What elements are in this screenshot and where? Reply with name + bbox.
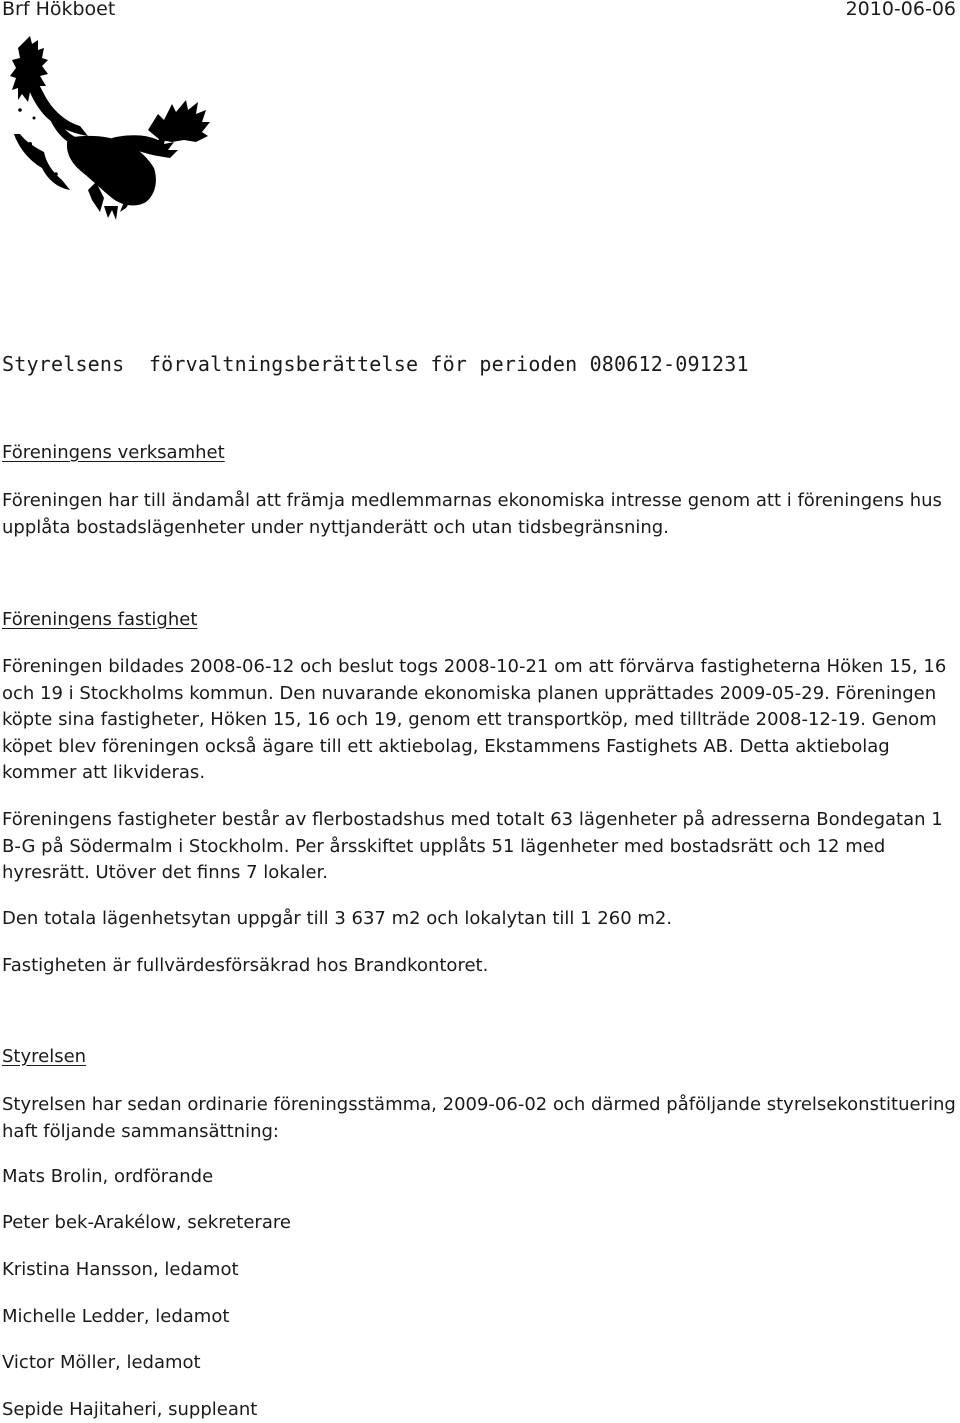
page-title: Styrelsens förvaltningsberättelse för perioden 080612-091231 — [2, 352, 749, 376]
section-heading-verksamhet: Föreningens verksamhet — [2, 442, 225, 463]
styrelsen-paragraph: Styrelsen har sedan ordinarie föreningsstämma, 2009-06-02 och därmed påföljande styrelsekonstituering haft följande sammansättning: — [2, 1094, 956, 1142]
hawk-logo-icon — [8, 30, 213, 220]
verksamhet-paragraph: Föreningen har till ändamål att främja medlemmarnas ekonomiska intresse genom att i föreningens hus upplåta bostadslägenheter under nyttjanderätt och utan tidsbegränsning. — [2, 490, 942, 538]
header-date: 2010-06-06 — [845, 0, 956, 20]
board-member: Kristina Hansson, ledamot — [2, 1259, 239, 1280]
fastighet-paragraph-1: Föreningen bildades 2008-06-12 och beslut togs 2008-10-21 om att förvärva fastigheterna Höken 15, 16 och 19 i Stockholms kommun. Den nuvarande ekonomiska planen upprättades 2009-05-29. Föreningen köpte sina fastigheter, Höken 15, 16 och 19, genom ett transportköp, med tillträde 2008-12-19. Genom köpet blev föreningen också ägare till ett aktiebolag, Ekstammens Fastighets AB. Detta aktiebolag kommer att likvideras. — [2, 656, 947, 783]
section-heading-styrelsen: Styrelsen — [2, 1046, 87, 1067]
board-member: Sepide Hajitaheri, suppleant — [2, 1399, 258, 1420]
board-member: Mats Brolin, ordförande — [2, 1166, 214, 1187]
header-org-name: Brf Hökboet — [2, 0, 116, 20]
board-member: Michelle Ledder, ledamot — [2, 1306, 230, 1327]
fastighet-paragraph-4: Fastigheten är fullvärdesförsäkrad hos Brandkontoret. — [2, 955, 489, 976]
section-heading-fastighet: Föreningens fastighet — [2, 609, 198, 630]
board-member: Peter bek-Arakélow, sekreterare — [2, 1212, 291, 1233]
fastighet-paragraph-2: Föreningens fastigheter består av flerbostadshus med totalt 63 lägenheter på adresserna Bondegatan 1 B-G på Södermalm i Stockholm. Per årsskiftet upplåts 51 lägenheter med bostadsrätt och 12 med hyresrätt. Utöver det finns 7 lokaler. — [2, 809, 943, 883]
board-member: Victor Möller, ledamot — [2, 1352, 201, 1373]
fastighet-paragraph-3: Den totala lägenhetsytan uppgår till 3 637 m2 och lokalytan till 1 260 m2. — [2, 908, 673, 929]
